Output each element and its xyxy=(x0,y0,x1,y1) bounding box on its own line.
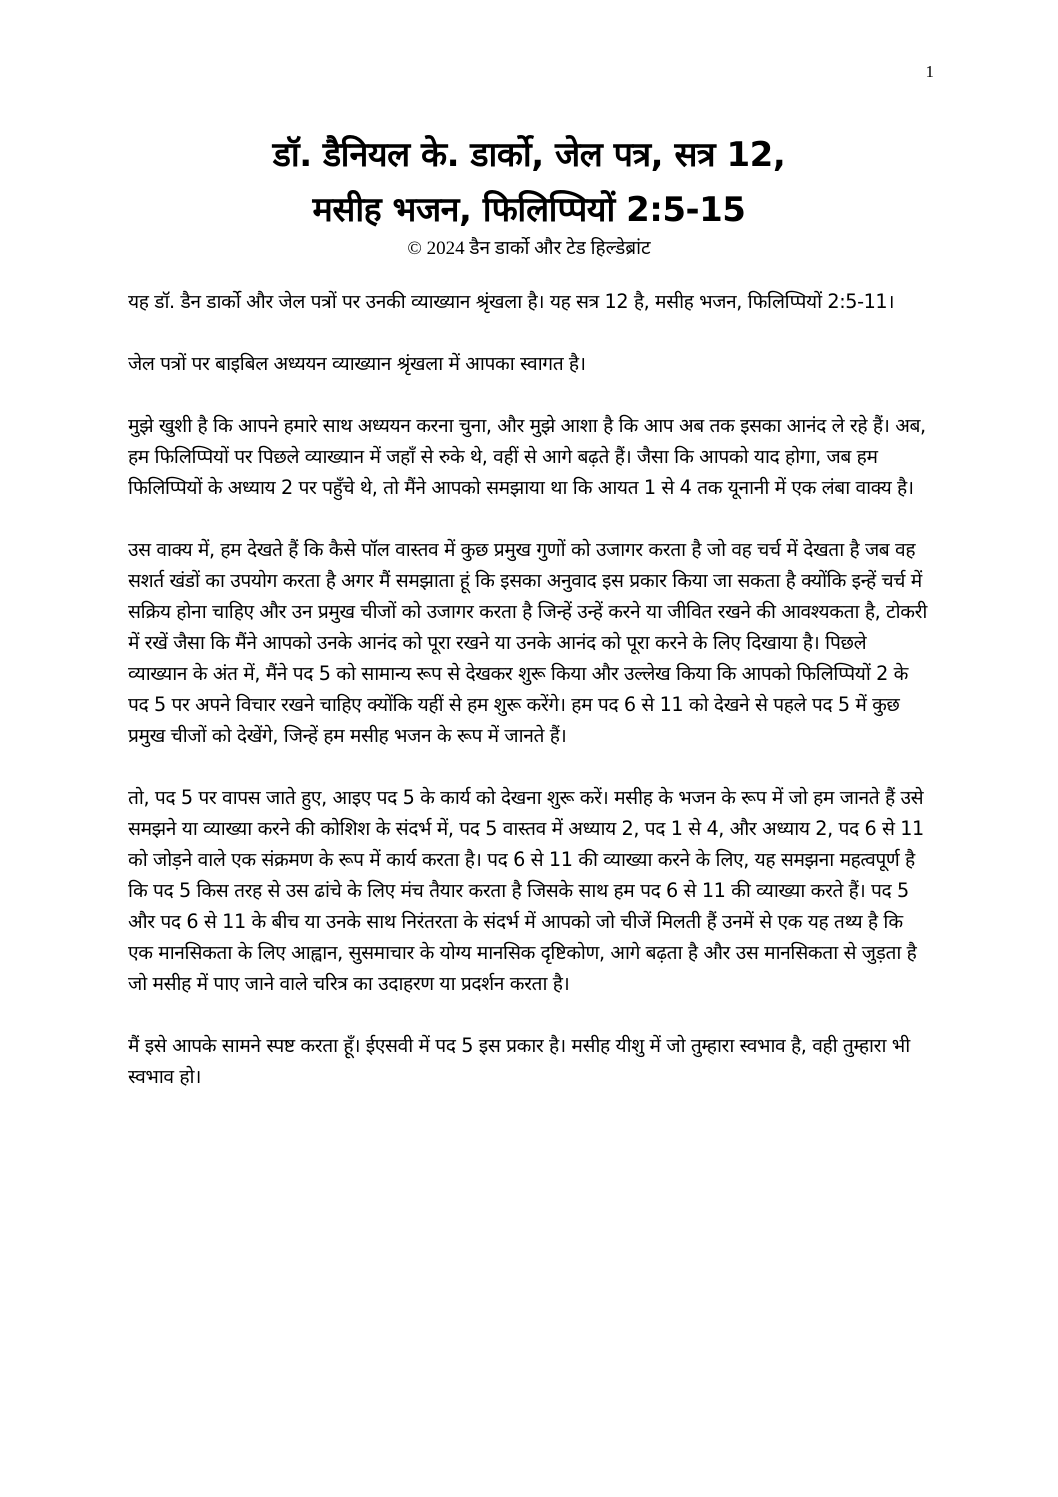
page-number: 1 xyxy=(925,62,934,81)
title-line-1: डॉ. डैनियल के. डार्को, जेल पत्र, सत्र 12, xyxy=(272,135,786,175)
paragraph-intro: यह डॉ. डैन डार्को और जेल पत्रों पर उनकी व्याख्यान श्रृंखला है। यह सत्र 12 है, मसीह भजन, फिलिप्पियों 2:5-11। xyxy=(128,290,895,313)
document-body xyxy=(128,286,928,1123)
paragraph-4: उस वाक्य में, हम देखते हैं कि कैसे पॉल वास्तव में कुछ प्रमुख गुणों को उजागर करता है जो वह चर्च में देखता है जब वह सशर्त खंडों का उपयोग करता है अगर मैं समझाता हूं कि इसका अनुवाद इस प्रकार किया जा सकता है क्योंकि इन्हें चर्च में सक्रिय होना चाहिए और उन प्रमुख चीजों को उजागर करता है जिन्हें उन्हें करने या जीवित रखने की आवश्यकता है, टोकरी में रखें जैसा कि मैंने आपको उनके आनंद को पूरा रखने या उनके आनंद को पूरा करने के लिए दिखाया है। पिछले व्याख्यान के अंत में, मैंने पद 5 को सामान्य रूप से देखकर शुरू किया और उल्लेख किया कि आपको फिलिप्पियों 2 के पद 5 पर अपने विचार रखने चाहिए क्योंकि यहीं से हम शुरू करेंगे। हम पद 6 से 11 को देखने से पहले पद 5 में कुछ प्रमुख चीजों को देखेंगे, जिन्हें हम मसीह भजन के रूप में जानते हैं। xyxy=(128,538,927,747)
paragraph-3: मुझे खुशी है कि आपने हमारे साथ अध्ययन करना चुना, और मुझे आशा है कि आप अब तक इसका आनंद ले रहे हैं। अब, हम फिलिप्पियों पर पिछले व्याख्यान में जहाँ से रुके थे, वहीं से आगे बढ़ते हैं। जैसा कि आपको याद होगा, जब हम फिलिप्पियों के अध्याय 2 पर पहुँचे थे, तो मैंने आपको समझाया था कि आयत 1 से 4 तक यूनानी में एक लंबा वाक्य है। xyxy=(128,414,926,499)
copyright-line: © 2024 डैन डार्को और टेड हिल्डेब्रांट xyxy=(407,238,651,259)
title-block xyxy=(100,128,958,262)
paragraph-welcome: जेल पत्रों पर बाइबिल अध्ययन व्याख्यान श्रृंखला में आपका स्वागत है। xyxy=(128,352,586,375)
paragraph-5: तो, पद 5 पर वापस जाते हुए, आइए पद 5 के कार्य को देखना शुरू करें। मसीह के भजन के रूप में जो हम जानते हैं उसे समझने या व्याख्या करने की कोशिश के संदर्भ में, पद 5 वास्तव में अध्याय 2, पद 1 से 4, और अध्याय 2, पद 6 से 11 को जोड़ने वाले एक संक्रमण के रूप में कार्य करता है। पद 6 से 11 की व्याख्या करने के लिए, यह समझना महत्वपूर्ण है कि पद 5 किस तरह से उस ढांचे के लिए मंच तैयार करता है जिसके साथ हम पद 6 से 11 की व्याख्या करते हैं। पद 5 और पद 6 से 11 के बीच या उनके साथ निरंतरता के संदर्भ में आपको जो चीजें मिलती हैं उनमें से एक यह तथ्य है कि एक मानसिकता के लिए आह्वान, सुसमाचार के योग्य मानसिक दृष्टिकोण, आगे बढ़ता है और उस मानसिकता से जुड़ता है जो मसीह में पाए जाने वाले चरित्र का उदाहरण या प्रदर्शन करता है। xyxy=(128,786,924,995)
title-line-2: मसीह भजन, फिलिप्पियों 2:5-15 xyxy=(312,190,746,230)
paragraph-6: मैं इसे आपके सामने स्पष्ट करता हूँ। ईएसवी में पद 5 इस प्रकार है। मसीह यीशु में जो तुम्हारा स्वभाव है, वही तुम्हारा भी स्वभाव हो। xyxy=(128,1034,910,1088)
